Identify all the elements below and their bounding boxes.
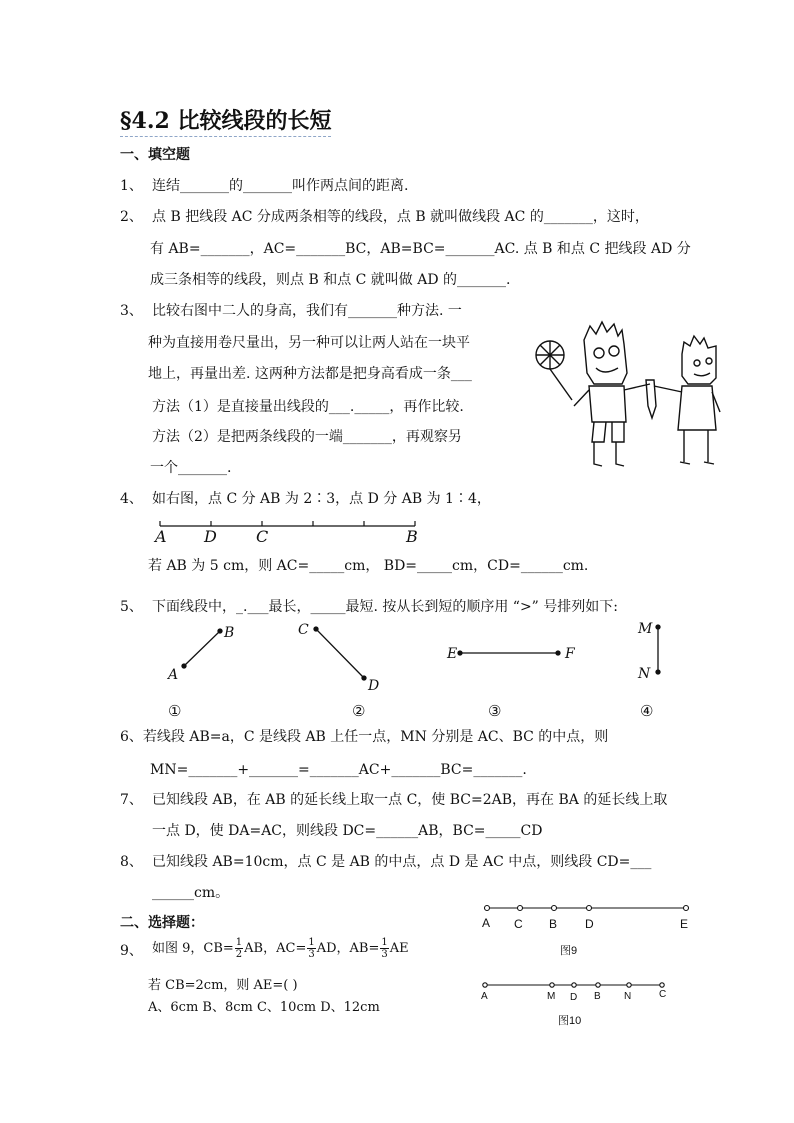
q9-text-mid1: AB，AC=	[244, 940, 307, 956]
q7-number: 7、	[120, 792, 143, 808]
q9-options: A、6cm B、8cm C、10cm D、12cm	[148, 1000, 380, 1015]
q6-line2: MN=_______+_______=_______AC+_______BC=_______.	[150, 762, 527, 778]
fig9-label-e: E	[680, 917, 689, 931]
q7-line1: 已知线段 AB，在 AB 的延长线上取一点 C，使 BC=2AB，再在 BA 的延长线上取	[152, 792, 668, 808]
q8-number: 8、	[120, 854, 143, 870]
fig9-label-d: D	[585, 917, 594, 931]
q9-fraction-1-numerator: 1	[235, 937, 243, 948]
q1-text: 连结_______的_______叫作两点间的距离.	[152, 178, 409, 194]
q9-fraction-3-denominator: 3	[381, 949, 388, 960]
fig10-caption: 图10	[558, 1015, 582, 1027]
q5-label-c: C	[298, 622, 309, 638]
q5-figure-2-label: ②	[352, 702, 366, 720]
fig9-caption: 图9	[560, 945, 578, 957]
q5-label-f: F	[565, 646, 575, 662]
q6-line1: 6、若线段 AB=a，C 是线段 AB 上任一点，MN 分别是 AC、BC 的中点，则	[120, 729, 609, 745]
fig10-label-b: B	[594, 991, 601, 1002]
section-choice-heading: 二、选择题：	[120, 915, 204, 931]
q5-figure-1-label: ①	[168, 702, 182, 720]
q8-line2: ______cm。	[152, 885, 230, 901]
q9-fraction-3-numerator: 1	[381, 937, 388, 948]
q5-label-d: D	[368, 678, 380, 694]
q9-fraction-2-denominator: 3	[308, 949, 315, 960]
q2-number: 2、	[120, 209, 143, 225]
q9-fraction-1-denominator: 2	[235, 949, 243, 960]
q4-label-a: A	[155, 527, 167, 546]
page-title: §4.2 比较线段的长短	[120, 104, 331, 137]
fig10-label-m: M	[547, 991, 556, 1002]
q4-label-c: C	[256, 527, 269, 546]
fig10-label-d: D	[570, 992, 578, 1003]
section-fill-heading: 一、填空题	[120, 147, 190, 163]
q3-number: 3、	[120, 303, 143, 319]
q7-line2: 一点 D，使 DA=AC，则线段 DC=______AB，BC=_____CD	[152, 823, 543, 839]
fig10-label-a: A	[481, 991, 488, 1002]
q9-line2: 若 CB=2cm，则 AE=( )	[148, 978, 298, 993]
q9-text-pre: 如图 9，CB=	[152, 940, 234, 956]
q5-figure-3-label: ③	[488, 702, 502, 720]
q8-line1: 已知线段 AB=10cm，点 C 是 AB 的中点，点 D 是 AC 中点，则线段 CD=___	[152, 854, 652, 870]
q5-figure-4-label: ④	[640, 702, 654, 720]
q9-text-mid2: AD，AB=	[316, 940, 380, 956]
q2-line2: 有 AB=_______，AC=_______BC，AB=BC=_______AC. 点 B 和点 C 把线段 AD 分	[150, 241, 691, 257]
q5-label-b: B	[224, 625, 235, 641]
q4-label-b: B	[406, 527, 418, 546]
q5-label-m: M	[638, 621, 653, 637]
q2-line3: 成三条相等的线段，则点 B 和点 C 就叫做 AD 的_______.	[150, 272, 511, 288]
q4-line1: 如右图，点 C 分 AB 为 2∶3，点 D 分 AB 为 1∶4，	[152, 491, 491, 507]
q3-line1: 比较右图中二人的身高，我们有_______种方法. 一	[152, 303, 462, 319]
fig9-label-b: B	[549, 917, 558, 931]
q3-line5: 方法（2）是把两条线段的一端_______，再观察另	[152, 429, 462, 445]
q5-label-a: A	[168, 667, 179, 683]
q4-number: 4、	[120, 491, 143, 507]
q3-line6: 一个_______.	[150, 460, 232, 476]
q2-line1: 点 B 把线段 AC 分成两条相等的线段，点 B 就叫做线段 AC 的_______，这时，	[152, 209, 649, 225]
q4-line2: 若 AB 为 5 cm，则 AC=_____cm， BD=_____cm，CD=______cm.	[148, 558, 589, 574]
fig10-label-n: N	[624, 991, 632, 1002]
fig9-label-c: C	[514, 917, 523, 931]
q5-label-n: N	[638, 666, 651, 682]
q5-number: 5、	[120, 599, 143, 615]
q3-line3: 地上，再量出差. 这两种方法都是把身高看成一条___	[148, 366, 472, 382]
q9-fraction-2-numerator: 1	[308, 937, 315, 948]
q4-label-d: D	[204, 527, 217, 546]
q1-number: 1、	[120, 178, 143, 194]
fig9-label-a: A	[482, 916, 491, 930]
q5-label-e: E	[447, 646, 458, 662]
q9-text-post: AE	[389, 940, 409, 956]
q3-line2: 种为直接用卷尺量出，另一种可以让两人站在一块平	[148, 335, 470, 351]
q3-line4: 方法（1）是直接量出线段的___._____，再作比较.	[152, 399, 464, 415]
q5-text: 下面线段中，_.___最长，_____最短. 按从长到短的顺序用 “>” 号排列如下:	[152, 599, 619, 615]
q9-number: 9、	[120, 943, 143, 959]
fig10-label-c: C	[659, 989, 667, 1000]
